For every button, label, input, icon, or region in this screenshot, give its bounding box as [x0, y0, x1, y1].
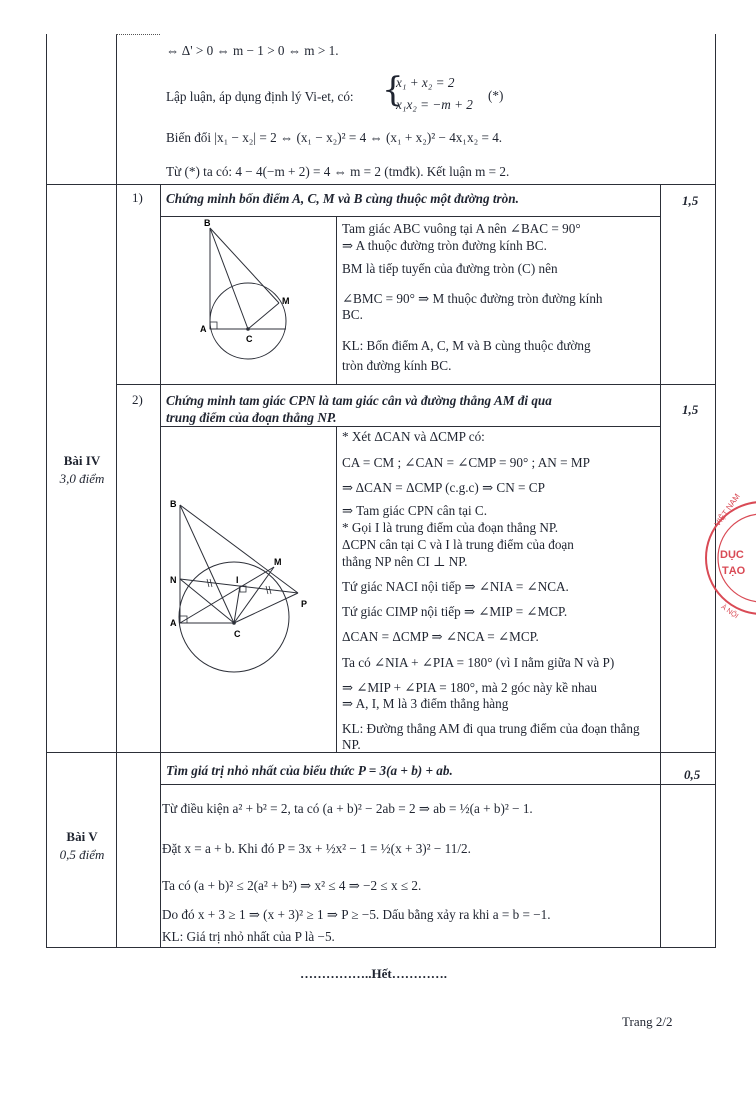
bai-v-line-1: Từ điều kiện a² + b² = 2, ta có (a + b)² − 2ab = 2 ⇒ ab = ½(a + b)² − 1. — [162, 801, 533, 816]
bai-iv-points: 3,0 điểm — [59, 471, 105, 486]
table-border-left — [46, 34, 47, 948]
fig2-label-n: N — [170, 575, 177, 585]
vieta-eq-1: x₁ + x₂ = 2 — [396, 75, 455, 90]
part2-line-2: CA = CM ; ∠CAN = ∠CMP = 90° ; AN = MP — [342, 455, 590, 470]
part2-line-4: ⇒ Tam giác CPN cân tại C. — [342, 503, 488, 518]
hline-bai-iv-start — [46, 184, 716, 185]
part2-line-3: ⇒ ΔCAN = ΔCMP (c.g.c) ⇒ CN = CP — [342, 480, 545, 495]
vieta-mark: (*) — [488, 88, 504, 103]
part2-line-5: * Gọi I là trung điểm của đoạn thẳng NP. — [342, 520, 559, 535]
fig1-label-b: B — [204, 218, 211, 228]
hline-bai-v-heading — [160, 784, 716, 785]
table-divider-bai — [116, 34, 117, 948]
part1-line-1: Tam giác ABC vuông tại A nên ∠BAC = 90° — [342, 221, 581, 236]
fig2-label-p: P — [301, 599, 308, 609]
part1-line-7: tròn đường kính BC. — [342, 358, 452, 373]
vieta-eq-2: x₁x₂ = −m + 2 — [396, 97, 473, 112]
fig1-label-c: C — [246, 334, 253, 344]
cont-line-1: ⇔ Δ' > 0 ⇔ m − 1 > 0 ⇔ m > 1. — [166, 43, 339, 58]
cont-line-4: Từ (*) ta có: 4 − 4(−m + 2) = 4 ⇔ m = 2 (tmđk). Kết luận m = 2. — [166, 164, 510, 179]
end-marker: ……………..Hết…………. — [300, 966, 447, 981]
bai-v-line-4: Do đó x + 3 ≥ 1 ⇒ (x + 3)² ≥ 1 ⇒ P ≥ −5. Dấu bằng xảy ra khi a = b = −1. — [162, 907, 551, 922]
part1-line-3: BM là tiếp tuyến của đường tròn (C) nên — [342, 261, 558, 276]
part2-line-6: ΔCPN cân tại C và I là trung điểm của đoạn — [342, 537, 574, 552]
fig2-label-m: M — [274, 557, 282, 567]
table-divider-score — [660, 184, 661, 948]
part2-line-1: * Xét ΔCAN và ΔCMP có: — [342, 429, 485, 444]
bai-v-label — [46, 828, 118, 864]
part2-line-9: Tứ giác CIMP nội tiếp ⇒ ∠MIP = ∠MCP. — [342, 604, 568, 619]
table-divider-part — [160, 184, 161, 948]
part2-line-15: NP. — [342, 737, 361, 752]
bai-iv-title: Bài IV — [63, 453, 101, 468]
page-number: Trang 2/2 — [622, 1014, 673, 1029]
part2-line-12: ⇒ ∠MIP + ∠PIA = 180°, mà 2 góc này kề nhau — [342, 680, 597, 695]
stamp-text-3: TẠO — [722, 565, 746, 577]
part2-heading-line-1: Chứng minh tam giác CPN là tam giác cân và đường thẳng AM đi qua — [166, 393, 552, 408]
hline-part2-start — [116, 384, 716, 385]
fig1-label-m: M — [282, 296, 290, 306]
fig2-label-i: I — [236, 575, 239, 585]
part2-figure — [162, 495, 338, 685]
stamp-text-2: DỤC — [720, 549, 744, 561]
part2-line-13: ⇒ A, I, M là 3 điểm thẳng hàng — [342, 696, 509, 711]
bai-v-line-5: KL: Giá trị nhỏ nhất của P là −5. — [162, 929, 335, 944]
fig2-label-a: A — [170, 618, 177, 628]
bai-v-score: 0,5 — [684, 767, 701, 782]
part1-line-4: ∠BMC = 90° ⇒ M thuộc đường tròn đường kính — [342, 291, 603, 306]
part2-line-10: ΔCAN = ΔCMP ⇒ ∠NCA = ∠MCP. — [342, 629, 539, 644]
bai-v-title: Bài V — [66, 829, 98, 844]
part2-number: 2) — [132, 392, 143, 407]
stamp-text-4: À NỘI — [719, 603, 740, 621]
part1-figure-divider — [336, 216, 337, 384]
part1-line-5: BC. — [342, 307, 363, 322]
part1-figure — [176, 218, 306, 368]
part2-score: 1,5 — [682, 402, 699, 417]
part1-score: 1,5 — [682, 193, 699, 208]
fig2-label-c: C — [234, 629, 241, 639]
part1-number: 1) — [132, 190, 143, 205]
bai-iv-label — [46, 452, 118, 488]
vieta-brace: { — [382, 70, 404, 110]
part2-line-8: Tứ giác NACI nội tiếp ⇒ ∠NIA = ∠NCA. — [342, 579, 569, 594]
part2-line-14: KL: Đường thẳng AM đi qua trung điểm của đoạn thẳng — [342, 721, 640, 736]
part2-line-7: thẳng NP nên CI ⊥ NP. — [342, 554, 468, 569]
hline-part1-heading — [160, 216, 660, 217]
fig1-label-a: A — [200, 324, 207, 334]
hline-part2-heading — [160, 426, 660, 427]
bai-v-line-3: Ta có (a + b)² ≤ 2(a² + b²) ⇒ x² ≤ 4 ⇒ −2 ≤ x ≤ 2. — [162, 878, 422, 893]
official-stamp — [700, 488, 756, 628]
bai-v-heading: Tìm giá trị nhỏ nhất của biểu thức P = 3(a + b) + ab. — [166, 763, 453, 778]
cont-line-3: Biến đổi |x₁ − x₂| = 2 ⇔ (x₁ − x₂)² = 4 ⇔ (x₁ + x₂)² − 4x₁x₂ = 4. — [166, 130, 503, 145]
stamp-text-1: VIỆT NAM — [712, 492, 742, 529]
part2-heading-line-2: trung điểm của đoạn thẳng NP. — [166, 410, 337, 425]
top-dotted — [116, 34, 160, 35]
part1-line-2: ⇒ A thuộc đường tròn đường kính BC. — [342, 238, 547, 253]
fig2-label-b: B — [170, 499, 177, 509]
table-border-bottom — [46, 947, 716, 948]
part2-line-11: Ta có ∠NIA + ∠PIA = 180° (vì I nằm giữa N và P) — [342, 655, 615, 670]
cont-line-2: Lập luận, áp dụng định lý Vi-et, có: — [166, 89, 354, 104]
bai-v-line-2: Đặt x = a + b. Khi đó P = 3x + ½x² − 1 = ½(x + 3)² − 11/2. — [162, 841, 471, 856]
part1-line-6: KL: Bốn điểm A, C, M và B cùng thuộc đường — [342, 338, 591, 353]
hline-bai-v-start — [46, 752, 716, 753]
bai-v-points: 0,5 điểm — [59, 847, 105, 862]
part1-heading: Chứng minh bốn điểm A, C, M và B cùng thuộc một đường tròn. — [166, 191, 519, 206]
